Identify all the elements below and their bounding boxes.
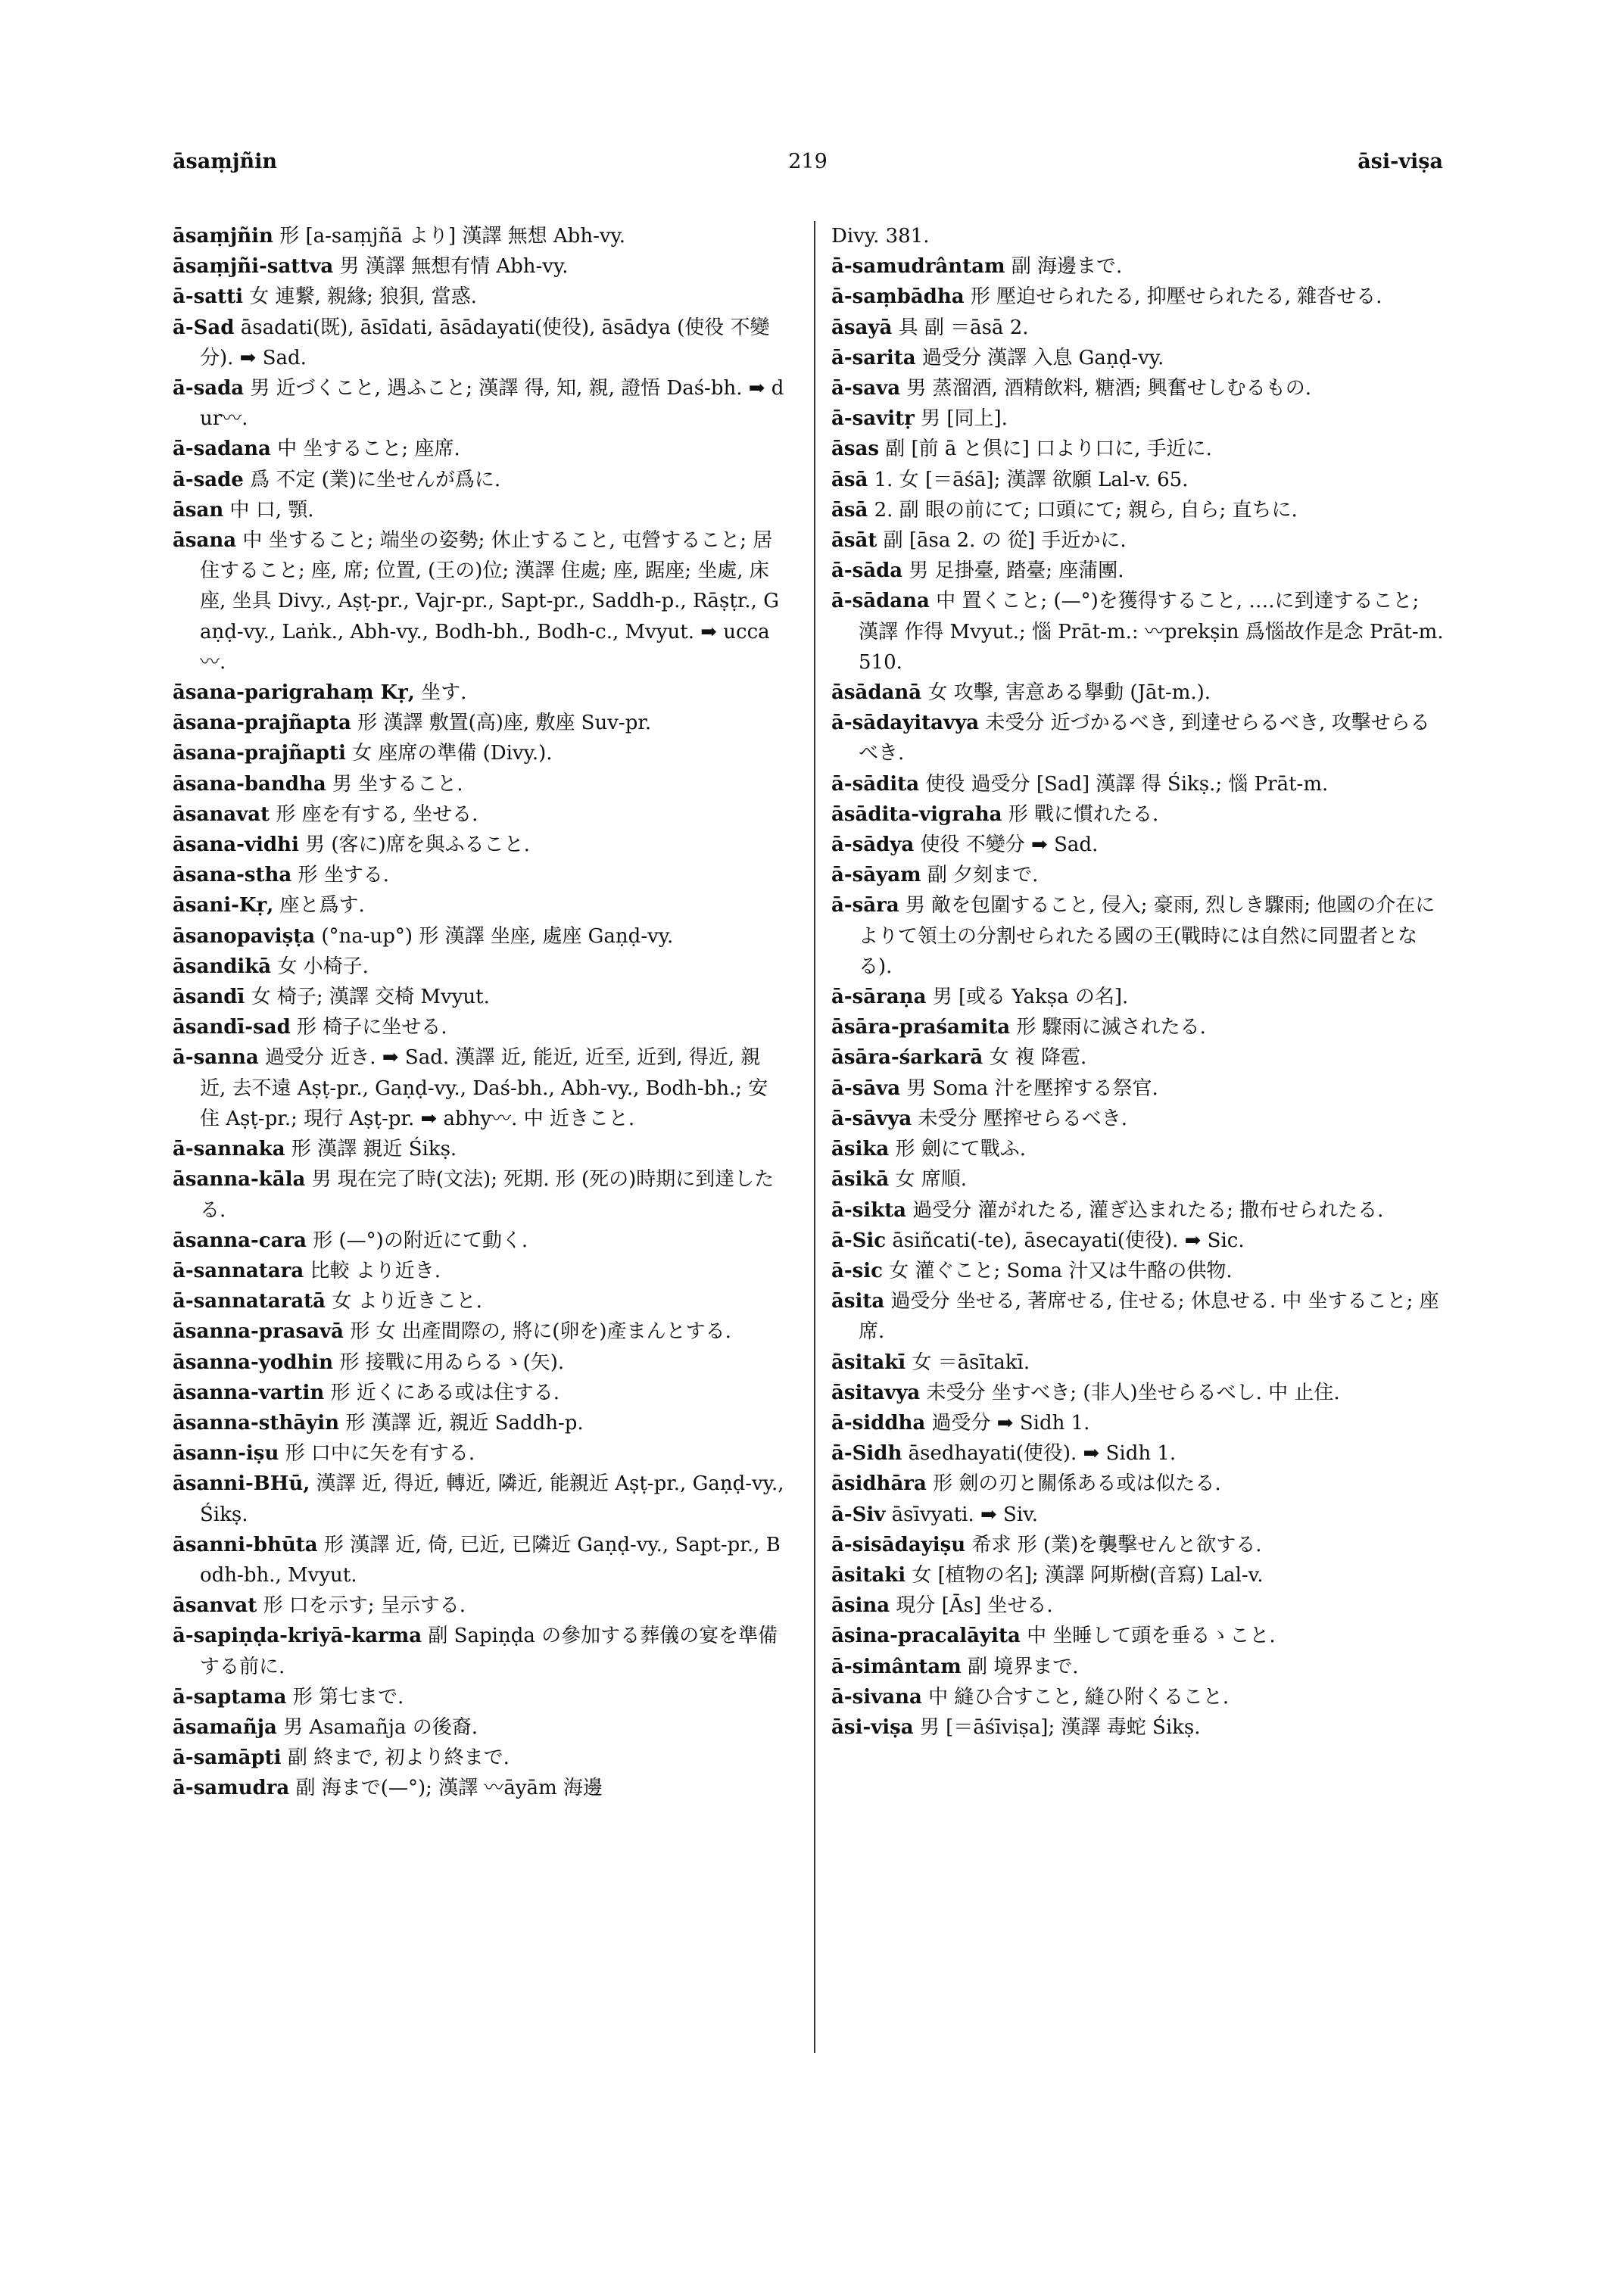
entry-gloss: 形 漢譯 近, 親近 Saddh-p. bbox=[345, 1411, 584, 1435]
entry-headword: āsanopaviṣṭa bbox=[173, 924, 316, 948]
dictionary-entry bbox=[831, 1286, 1445, 1347]
entry-headword: āsanna-kāla bbox=[173, 1168, 306, 1192]
entry-headword: āsikā bbox=[831, 1168, 890, 1192]
entry-gloss: (°na-up°) 形 漢譯 坐座, 處座 Gaṇḍ-vy. bbox=[321, 924, 674, 948]
entry-headword: ā-satti bbox=[173, 285, 244, 309]
dictionary-entry bbox=[831, 251, 1445, 282]
dictionary-entry bbox=[831, 465, 1445, 495]
entry-headword: ā-saptama bbox=[173, 1685, 287, 1709]
entry-gloss: 爲 不定 (業)に坐せんが爲に. bbox=[250, 468, 501, 491]
entry-headword: āsanni-bhūta bbox=[173, 1533, 318, 1556]
dictionary-entry bbox=[173, 1773, 786, 1803]
entry-headword: ā-sade bbox=[173, 468, 244, 491]
dictionary-entry bbox=[173, 373, 786, 434]
dictionary-entry bbox=[173, 221, 786, 251]
dictionary-entry bbox=[831, 1500, 1445, 1530]
entry-headword: āsina bbox=[831, 1594, 890, 1618]
dictionary-entry bbox=[831, 1652, 1445, 1682]
dictionary-entry bbox=[831, 830, 1445, 860]
left-column bbox=[173, 221, 786, 1804]
dictionary-entry bbox=[831, 434, 1445, 464]
entry-headword: āsana-parigrahaṃ Kṛ, bbox=[173, 681, 415, 705]
entry-headword: ā-sāda bbox=[831, 559, 903, 583]
entry-gloss: 形 椅子に坐せる. bbox=[297, 1016, 447, 1039]
entry-gloss: Divy. 381. bbox=[831, 225, 930, 248]
dictionary-entry bbox=[831, 1226, 1445, 1256]
entry-gloss: 男 蒸溜酒, 酒精飲料, 糖酒; 興奮せしむるもの. bbox=[906, 377, 1311, 400]
entry-headword: ā-sāvya bbox=[831, 1107, 912, 1130]
dictionary-entry bbox=[831, 373, 1445, 403]
dictionary-entry bbox=[173, 738, 786, 768]
dictionary-entry bbox=[831, 556, 1445, 586]
entry-headword: āsann-iṣu bbox=[173, 1442, 279, 1466]
entry-gloss: 男 坐すること. bbox=[332, 772, 463, 796]
entry-gloss: 過受分 漢譯 入息 Gaṇḍ-vy. bbox=[921, 346, 1164, 369]
entry-headword: āsan bbox=[173, 498, 224, 522]
entry-gloss: 女 より近きこと. bbox=[332, 1290, 482, 1313]
dictionary-entry bbox=[831, 586, 1445, 678]
entry-headword: āsani-Kṛ, bbox=[173, 894, 274, 918]
dictionary-entry bbox=[173, 1469, 786, 1529]
entry-headword: ā-samudra bbox=[173, 1777, 290, 1800]
entry-gloss: 比較 より近き. bbox=[310, 1259, 441, 1282]
entry-gloss: 副 夕刻まで. bbox=[927, 864, 1039, 887]
entry-headword: ā-sic bbox=[831, 1259, 883, 1282]
dictionary-entry bbox=[173, 860, 786, 890]
dictionary-entry bbox=[831, 1530, 1445, 1560]
entry-gloss: 男 [或る Yakṣa の名]. bbox=[932, 986, 1129, 1009]
entry-headword: āsā bbox=[831, 498, 868, 522]
entry-gloss: 男 近づくこと, 遇ふこと; 漢譯 得, 知, 親, 證悟 Daś-bh. ➡ dur〰. bbox=[200, 377, 784, 431]
entry-headword: ā-sivana bbox=[831, 1685, 922, 1709]
entry-gloss: 形 漢譯 親近 Śikṣ. bbox=[291, 1138, 457, 1161]
entry-gloss: 男 [同上]. bbox=[921, 407, 1008, 431]
entry-gloss: 形 接戰に用ゐらるゝ(矢). bbox=[339, 1351, 565, 1374]
entry-gloss: 副 [āsa 2. の 從] 手近かに. bbox=[883, 529, 1127, 553]
entry-gloss: 形 [a-saṃjñā より] 漢譯 無想 Abh-vy. bbox=[279, 225, 626, 248]
running-head bbox=[173, 150, 1443, 180]
dictionary-entry bbox=[173, 313, 786, 373]
entry-gloss: 中 口, 顎. bbox=[229, 498, 314, 522]
column-divider bbox=[814, 221, 815, 2053]
entry-headword: āsika bbox=[831, 1138, 890, 1161]
entry-headword: āsana-prajñapti bbox=[173, 742, 346, 765]
entry-headword: āsina-pracalāyita bbox=[831, 1625, 1021, 1648]
dictionary-entry bbox=[831, 1104, 1445, 1134]
dictionary-entry bbox=[173, 1012, 786, 1042]
dictionary-entry bbox=[173, 434, 786, 464]
dictionary-entry bbox=[173, 678, 786, 708]
dictionary-entry bbox=[831, 1408, 1445, 1438]
entry-gloss: 男 漢譯 無想有情 Abh-vy. bbox=[339, 255, 569, 279]
entry-gloss: 男 Soma 汁を壓搾する祭官. bbox=[906, 1076, 1158, 1100]
entry-gloss: 未受分 壓搾せらるべき. bbox=[918, 1107, 1127, 1130]
dictionary-entry bbox=[831, 1164, 1445, 1195]
dictionary-entry bbox=[831, 799, 1445, 830]
entry-headword: ā-savitṛ bbox=[831, 407, 915, 431]
dictionary-entry bbox=[831, 1712, 1445, 1743]
entry-headword: ā-sikta bbox=[831, 1198, 907, 1222]
entry-gloss: 形 劍にて戰ふ. bbox=[895, 1138, 1027, 1161]
dictionary-entry bbox=[173, 708, 786, 738]
dictionary-entry bbox=[831, 1134, 1445, 1164]
entry-gloss: 坐す. bbox=[421, 681, 467, 705]
entry-headword: āsitaki bbox=[831, 1563, 906, 1587]
dictionary-entry bbox=[831, 1256, 1445, 1286]
entry-headword: ā-samāpti bbox=[173, 1746, 282, 1770]
entry-gloss: 副 海まで(—°); 漢譯 〰āyām 海邊 bbox=[295, 1777, 603, 1800]
entry-headword: ā-sannatara bbox=[173, 1259, 304, 1282]
entry-gloss: 形 漢譯 敷置(高)座, 敷座 Suv-pr. bbox=[357, 712, 652, 735]
entry-gloss: 中 坐すること; 座席. bbox=[277, 438, 460, 461]
entry-gloss: 2. 副 眼の前にて; 口頭にて; 親ら, 自ら; 直ちに. bbox=[874, 498, 1298, 522]
entry-headword: āsanna-yodhin bbox=[173, 1351, 334, 1374]
entry-headword: ā-sava bbox=[831, 377, 901, 400]
entry-gloss: 過受分 灌がれたる, 灌ぎ込まれたる; 撒布せられたる. bbox=[912, 1198, 1384, 1222]
dictionary-entry bbox=[173, 1590, 786, 1621]
dictionary-entry bbox=[173, 1438, 786, 1469]
dictionary-entry bbox=[831, 1621, 1445, 1651]
entry-gloss: 副 海邊まで. bbox=[1011, 255, 1123, 279]
entry-headword: ā-samudrântam bbox=[831, 255, 1005, 279]
entry-headword: ā-sannataratā bbox=[173, 1290, 326, 1313]
entry-headword: ā-Sidh bbox=[831, 1442, 902, 1466]
entry-gloss: āsīvyati. ➡ Siv. bbox=[891, 1503, 1039, 1526]
dictionary-entry bbox=[173, 1226, 786, 1256]
entry-gloss: 形 劍の刃と關係ある或は似たる. bbox=[933, 1472, 1221, 1496]
entry-headword: ā-siddha bbox=[831, 1411, 926, 1435]
entry-headword: āsāra-śarkarā bbox=[831, 1046, 983, 1070]
entry-gloss: 漢譯 近, 得近, 轉近, 隣近, 能親近 Aṣṭ-pr., Gaṇḍ-vy., Śikṣ. bbox=[200, 1472, 784, 1526]
entry-headword: āsandī-sad bbox=[173, 1016, 291, 1039]
entry-gloss: 中 置くこと; (—°)を獲得すること, ….に到達すること; 漢譯 作得 Mvyut.; 惱 Prāt-m.: 〰prekṣin 爲惱故作是念 Prāt-m. 510. bbox=[859, 590, 1444, 674]
entry-headword: āsanna-cara bbox=[173, 1229, 307, 1252]
entry-gloss: 現分 [Ās] 坐せる. bbox=[896, 1594, 1053, 1618]
dictionary-entry bbox=[173, 1256, 786, 1286]
dictionary-entry bbox=[831, 403, 1445, 434]
entry-gloss: 希求 形 (業)を襲擊せんと欲する. bbox=[971, 1533, 1262, 1556]
entry-headword: ā-sapiṇḍa-kriyā-karma bbox=[173, 1625, 422, 1648]
entry-gloss: 使役 不變分 ➡ Sad. bbox=[920, 833, 1099, 857]
dictionary-entry bbox=[173, 1712, 786, 1743]
dictionary-entry bbox=[831, 1682, 1445, 1712]
dictionary-entry bbox=[173, 1682, 786, 1712]
entry-gloss: 形 壓迫せられたる, 抑壓せられたる, 雜沓せる. bbox=[970, 285, 1382, 309]
entry-headword: āsidhāra bbox=[831, 1472, 927, 1496]
dictionary-entry bbox=[831, 282, 1445, 312]
entry-headword: ā-sāyam bbox=[831, 864, 921, 887]
entry-headword: āsanna-prasavā bbox=[173, 1320, 344, 1344]
entry-gloss: 1. 女 [＝āśā]; 漢譯 欲願 Lal-v. 65. bbox=[874, 468, 1189, 491]
entry-headword: āsana-prajñapta bbox=[173, 712, 351, 735]
dictionary-entry bbox=[173, 251, 786, 282]
entry-headword: āsitavya bbox=[831, 1381, 921, 1404]
entry-gloss: 使役 過受分 [Sad] 漢譯 得 Śikṣ.; 惱 Prāt-m. bbox=[925, 772, 1329, 796]
entry-gloss: 女 席順. bbox=[895, 1168, 968, 1192]
running-head-right-guideword: āsi-viṣa bbox=[1357, 150, 1443, 173]
entry-headword: ā-sanna bbox=[173, 1046, 259, 1070]
entry-gloss: 具 副 ＝āsā 2. bbox=[898, 316, 1029, 339]
entry-headword: āsi-viṣa bbox=[831, 1715, 914, 1739]
entry-gloss: 女 座席の準備 (Divy.). bbox=[352, 742, 553, 765]
entry-headword: ā-Sic bbox=[831, 1229, 887, 1252]
dictionary-entry bbox=[831, 1012, 1445, 1042]
dictionary-entry bbox=[173, 495, 786, 525]
entry-headword: ā-sādana bbox=[831, 590, 930, 613]
running-head-left-guideword: āsaṃjñin bbox=[173, 150, 278, 173]
entry-headword: ā-sādayitavya bbox=[831, 712, 980, 735]
entry-gloss: 女 [植物の名]; 漢譯 阿斯樹(音寫) Lal-v. bbox=[912, 1563, 1264, 1587]
dictionary-entry bbox=[173, 1378, 786, 1408]
entry-gloss: āsiñcati(-te), āsecayati(使役). ➡ Sic. bbox=[892, 1229, 1245, 1252]
entry-headword: āsitakī bbox=[831, 1351, 906, 1374]
entry-gloss: 座と爲す. bbox=[279, 894, 365, 918]
entry-gloss: 過受分 近き. ➡ Sad. 漢譯 近, 能近, 近至, 近到, 得近, 親近, 去不遠 Aṣṭ-pr., Gaṇḍ-vy., Daś-bh., Abh-vy., Bodh-bh.; 安住 Aṣṭ-pr.; 現行 Aṣṭ-pr. ➡ abhy〰. 中 近きこと. bbox=[200, 1046, 768, 1130]
entry-gloss: 形 (—°)の附近にて動く. bbox=[313, 1229, 528, 1252]
dictionary-entry bbox=[831, 678, 1445, 708]
dictionary-entry bbox=[831, 890, 1445, 982]
entry-headword: āsaṃjñi-sattva bbox=[173, 255, 334, 279]
dictionary-entry bbox=[173, 282, 786, 312]
dictionary-entry bbox=[831, 860, 1445, 890]
entry-gloss: 形 近くにある或は住する. bbox=[330, 1381, 560, 1404]
entry-gloss: 未受分 坐すべき; (非人)坐せらるべし. 中 止住. bbox=[926, 1381, 1340, 1404]
dictionary-entry bbox=[831, 1347, 1445, 1378]
dictionary-entry bbox=[173, 921, 786, 952]
dictionary-entry bbox=[831, 982, 1445, 1012]
dictionary-entry bbox=[173, 982, 786, 1012]
entry-headword: āsādanā bbox=[831, 681, 922, 705]
dictionary-entry bbox=[831, 1195, 1445, 1226]
entry-headword: āsanvat bbox=[173, 1594, 257, 1618]
entry-gloss: 女 小椅子. bbox=[277, 955, 369, 978]
entry-gloss: 中 縫ひ合すこと, 縫ひ附くること. bbox=[928, 1685, 1230, 1709]
dictionary-entry bbox=[173, 525, 786, 678]
entry-gloss: āsadati(既), āsīdati, āsādayati(使役), āsādya (使役 不變分). ➡ Sad. bbox=[200, 316, 770, 369]
dictionary-entry bbox=[173, 1530, 786, 1590]
entry-gloss: 女 攻擊, 害意ある擧動 (Jāt-m.). bbox=[927, 681, 1211, 705]
entry-gloss: 形 女 出產間際の, 將に(卵を)產まんとする. bbox=[350, 1320, 731, 1344]
dictionary-entry bbox=[831, 1590, 1445, 1621]
dictionary-entry bbox=[173, 952, 786, 982]
entry-gloss: 過受分 ➡ Sidh 1. bbox=[931, 1411, 1090, 1435]
entry-gloss: 女 ＝āsītakī. bbox=[912, 1351, 1030, 1374]
dictionary-entry bbox=[831, 708, 1445, 768]
entry-headword: āsāt bbox=[831, 529, 877, 553]
entry-headword: āsas bbox=[831, 438, 879, 461]
entry-gloss: 男 現在完了時(文法); 死期. 形 (死の)時期に到達したる. bbox=[200, 1168, 775, 1222]
entry-headword: ā-sāra bbox=[831, 894, 899, 918]
entry-headword: āsandikā bbox=[173, 955, 272, 978]
entry-headword: ā-simântam bbox=[831, 1655, 962, 1678]
entry-gloss: 形 漢譯 近, 倚, 已近, 已隣近 Gaṇḍ-vy., Sapt-pr., Bodh-bh., Mvyut. bbox=[200, 1533, 781, 1587]
entry-headword: ā-sada bbox=[173, 377, 245, 400]
dictionary-entry bbox=[173, 465, 786, 495]
entry-headword: āsāra-praśamita bbox=[831, 1016, 1011, 1039]
entry-headword: āsā bbox=[831, 468, 868, 491]
entry-gloss: 副 [前 ā と倶に] 口より口に, 手近に. bbox=[885, 438, 1212, 461]
entry-gloss: 男 [＝āśīviṣa]; 漢譯 毒蛇 Śikṣ. bbox=[919, 1715, 1201, 1739]
entry-gloss: 副 境界まで. bbox=[968, 1655, 1079, 1678]
entry-headword: āsana-vidhi bbox=[173, 833, 299, 857]
entry-gloss: 形 口中に矢を有する. bbox=[285, 1442, 475, 1466]
dictionary-entry bbox=[173, 1286, 786, 1316]
entry-headword: āsanavat bbox=[173, 802, 270, 826]
dictionary-entry bbox=[831, 1438, 1445, 1469]
dictionary-entry bbox=[173, 769, 786, 799]
entry-headword: āsita bbox=[831, 1290, 885, 1313]
entry-headword: āsandī bbox=[173, 986, 245, 1009]
dictionary-entry bbox=[831, 343, 1445, 373]
entry-gloss: 形 口を示す; 呈示する. bbox=[263, 1594, 466, 1618]
dictionary-entry bbox=[173, 1134, 786, 1164]
entry-gloss: 過受分 坐せる, 著席せる, 住せる; 休息せる. 中 坐すること; 座席. bbox=[859, 1290, 1439, 1344]
entry-gloss: 形 戰に慣れたる. bbox=[1008, 802, 1159, 826]
dictionary-entry bbox=[173, 1621, 786, 1681]
entry-gloss: 形 第七まで. bbox=[292, 1685, 404, 1709]
entry-headword: āsana-stha bbox=[173, 864, 292, 887]
dictionary-entry bbox=[831, 313, 1445, 343]
entry-headword: āsana bbox=[173, 529, 237, 553]
entry-headword: ā-sisādayiṣu bbox=[831, 1533, 966, 1556]
dictionary-entry bbox=[831, 221, 1445, 251]
dictionary-entry bbox=[831, 1378, 1445, 1408]
entry-headword: āsanna-sthāyin bbox=[173, 1411, 340, 1435]
dictionary-entry bbox=[173, 1743, 786, 1773]
entry-gloss: 女 椅子; 漢譯 交椅 Mvyut. bbox=[251, 986, 490, 1009]
entry-gloss: 男 敵を包圍すること, 侵入; 豪雨, 烈しき驟雨; 他國の介在によりて領土の分割せられたる國の王(戰時には自然に同盟者となる). bbox=[859, 894, 1435, 978]
entry-headword: ā-Sad bbox=[173, 316, 235, 339]
entry-headword: ā-saṃbādha bbox=[831, 285, 965, 309]
dictionary-entry bbox=[831, 495, 1445, 525]
entry-gloss: 女 灌ぐこと; Soma 汁又は牛酪の供物. bbox=[889, 1259, 1233, 1282]
entry-gloss: 男 Asamañja の後裔. bbox=[283, 1715, 478, 1739]
entry-gloss: 未受分 近づかるべき, 到達せらるべき, 攻擊せらるべき. bbox=[859, 712, 1430, 765]
entry-headword: āsayā bbox=[831, 316, 893, 339]
dictionary-entry bbox=[173, 890, 786, 921]
entry-gloss: 女 連繋, 親緣; 狼狽, 當惑. bbox=[249, 285, 477, 309]
entry-headword: ā-sādita bbox=[831, 772, 920, 796]
entry-gloss: 形 坐する. bbox=[298, 864, 390, 887]
dictionary-entry bbox=[173, 1042, 786, 1134]
entry-gloss: 男 足掛臺, 踏臺; 座蒲團. bbox=[909, 559, 1124, 583]
entry-gloss: 女 複 降雹. bbox=[989, 1046, 1087, 1070]
entry-headword: āsana-bandha bbox=[173, 772, 326, 796]
entry-gloss: 副 Sapiṇḍa の參加する葬儀の宴を準備する前に. bbox=[200, 1625, 778, 1678]
dictionary-entry bbox=[173, 1347, 786, 1378]
entry-headword: āsaṃjñin bbox=[173, 225, 273, 248]
dictionary-entry bbox=[173, 830, 786, 860]
page-number: 219 bbox=[788, 150, 828, 173]
entry-gloss: 副 終まで, 初より終まで. bbox=[287, 1746, 510, 1770]
entry-gloss: 形 座を有する, 坐せる. bbox=[276, 802, 478, 826]
dictionary-entry bbox=[173, 799, 786, 830]
dictionary-entry bbox=[831, 525, 1445, 556]
entry-gloss: 中 坐睡して頭を垂るゝこと. bbox=[1027, 1625, 1276, 1648]
dictionary-entry bbox=[173, 1408, 786, 1438]
entry-headword: āsādita-vigraha bbox=[831, 802, 1002, 826]
entry-headword: ā-sāva bbox=[831, 1076, 901, 1100]
entry-headword: ā-sarita bbox=[831, 346, 916, 369]
entry-headword: āsanni-BHū, bbox=[173, 1472, 310, 1496]
dictionary-entry bbox=[831, 1469, 1445, 1499]
entry-headword: āsanna-vartin bbox=[173, 1381, 325, 1404]
dictionary-entry bbox=[831, 769, 1445, 799]
dictionary-entry bbox=[831, 1560, 1445, 1590]
entry-gloss: 形 驟雨に滅されたる. bbox=[1016, 1016, 1206, 1039]
entry-headword: āsamañja bbox=[173, 1715, 277, 1739]
dictionary-entry bbox=[173, 1316, 786, 1347]
entry-headword: ā-sādya bbox=[831, 833, 915, 857]
dictionary-entry bbox=[831, 1042, 1445, 1073]
entry-headword: ā-sannaka bbox=[173, 1138, 285, 1161]
dictionary-entry bbox=[173, 1164, 786, 1225]
entry-gloss: 中 坐すること; 端坐の姿勢; 休止すること, 屯營すること; 居住すること; 座, 席; 位置, (王の)位; 漢譯 住處; 座, 踞座; 坐處, 床座, 坐具 Divy., Aṣṭ-pr., Vajr-pr., Sapt-pr., Saddh-p., Rāṣṭr., Gaṇḍ-vy., Laṅk., Abh-vy., Bodh-bh., Bodh-c., Mvyut. ➡ ucca〰. bbox=[200, 529, 779, 674]
dictionary-entry bbox=[831, 1073, 1445, 1104]
entry-headword: ā-sadana bbox=[173, 438, 271, 461]
entry-headword: ā-sāraṇa bbox=[831, 986, 927, 1009]
right-column bbox=[831, 221, 1445, 1743]
entry-headword: ā-Siv bbox=[831, 1503, 886, 1526]
entry-gloss: 男 (客に)席を與ふること. bbox=[305, 833, 530, 857]
entry-gloss: āsedhayati(使役). ➡ Sidh 1. bbox=[908, 1442, 1177, 1466]
